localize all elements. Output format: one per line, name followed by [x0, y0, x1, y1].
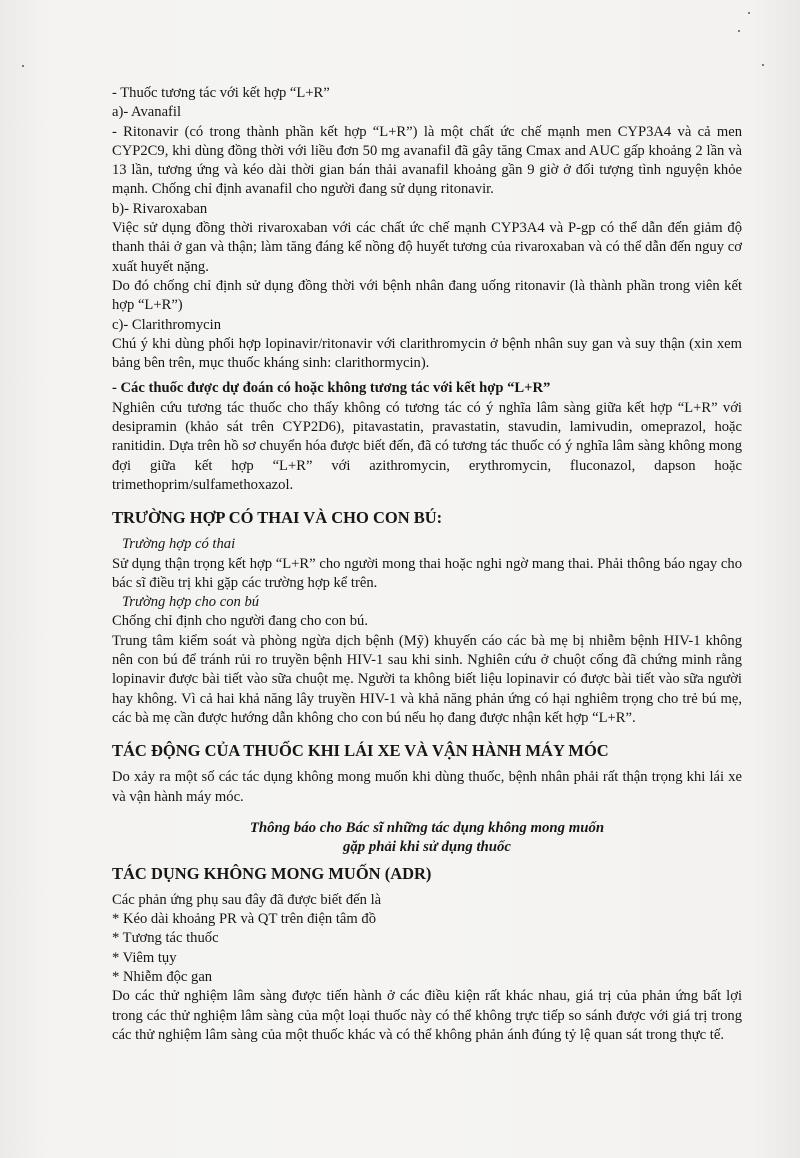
subheading-rivaroxaban: b)- Rivaroxaban: [112, 200, 208, 217]
scan-speck: [22, 65, 24, 67]
section-heading-interactions: - Thuốc tương tác với kết hợp “L+R”: [112, 85, 330, 101]
paragraph-breastfeeding-contra: Chống chỉ định cho người đang cho con bú.: [112, 613, 368, 630]
paragraph-breastfeeding: Trung tâm kiểm soát và phòng ngừa dịch bệnh (Mỹ) khuyến cáo các bà mẹ bị nhiễm bệnh HIV-1 không nên con bú để tránh rủi ro truyền bệnh HIV-1 sau khi sinh. Nghiên cứu ở chuột cống đã chứng minh rằng lopinavir được bài tiết vào sữa chuột mẹ. Người ta không biết liệu lopinavir có được bài tiết vào sữa người hay không. Vì cả hai khả năng lây truyền HIV-1 và khả năng phản ứng có hại nghiêm trọng cho trẻ bú mẹ, các bà mẹ cần được hướng dẫn không cho con bú nếu họ đang được nhận kết hợp “L+R”.: [112, 632, 742, 726]
paragraph-clarithromycin: Chú ý khi dùng phối hợp lopinavir/ritonavir với clarithromycin ở bệnh nhân suy gan và suy thận (xin xem bảng bên trên, mục thuốc kháng sinh: clarithormycin).: [112, 335, 742, 372]
paragraph-rivaroxaban-2: Do đó chống chỉ định sử dụng đồng thời với bệnh nhân đang uống ritonavir (là thành phần trong viên kết hợp “L+R”): [112, 277, 742, 314]
paragraph-adr-intro: Các phản ứng phụ sau đây đã được biết đến là: [112, 891, 382, 908]
paragraph-avanafil: - Ritonavir (có trong thành phần kết hợp “L+R”) là một chất ức chế mạnh men CYP3A4 và cả men CYP2C9, khi dùng đồng thời với liều đơn 50 mg avanafil đã gây tăng Cmax and AUC gấp khoảng 2 lần và 13 lần, tương ứng và kéo dài thời gian bán thải avanafil khoảng gần 9 giờ ở đối tượng tình nguyện khỏe mạnh. Chống chỉ định avanafil cho người đang sử dụng ritonavir.: [112, 123, 742, 198]
section-heading-driving: TÁC ĐỘNG CỦA THUỐC KHI LÁI XE VÀ VẬN HÀNH MÁY MÓC: [112, 741, 609, 761]
scan-speck: [748, 12, 750, 14]
scan-speck: [762, 64, 764, 66]
paragraph-adr: Do các thử nghiệm lâm sàng được tiến hành ở các điều kiện rất khác nhau, giá trị của phản ứng bất lợi trong các thử nghiệm lâm sàng của một loại thuốc này có thể không trực tiếp so sánh được với giá trị trong các thử nghiệm lâm sàng của một thuốc khác và có thể không phản ánh đúng tỷ lệ quan sát trong thực tế.: [112, 988, 742, 1043]
subheading-breastfeeding: Trường hợp cho con bú: [122, 594, 260, 611]
paragraph-predicted: Nghiên cứu tương tác thuốc cho thấy không có tương tác có ý nghĩa lâm sàng giữa kết hợp “L+R” với desipramin (khảo sát trên CYP2D6), pitavastatin, pravastatin, stavudin, lamivudin, omeprazol, hoặc ranitidin. Dựa trên hồ sơ chuyển hóa được biết đến, đã có tương tác thuốc có ý nghĩa lâm sàng không mong đợi giữa kết hợp “L+R” với azithromycin, erythromycin, fluconazol, dapson hoặc trimethoprim/sulfamethoxazol.: [112, 399, 742, 493]
section-heading-predicted: - Các thuốc được dự đoán có hoặc không tương tác với kết hợp “L+R”: [112, 380, 551, 397]
adr-list-item: * Tương tác thuốc: [112, 930, 219, 947]
section-heading-adr: TÁC DỤNG KHÔNG MONG MUỐN (ADR): [112, 863, 432, 883]
paragraph-pregnancy: Sử dụng thận trọng kết hợp “L+R” cho người mong thai hoặc nghi ngờ mang thai. Phải thông báo ngay cho bác sĩ điều trị khi gặp các trường hợp kể trên.: [112, 555, 742, 591]
adr-list-item: * Nhiễm độc gan: [112, 968, 213, 985]
adr-list-item: * Kéo dài khoảng PR và QT trên điện tâm đồ: [112, 911, 376, 928]
subheading-clarithromycin: c)- Clarithromycin: [112, 316, 222, 333]
notice-line-2: gặp phải khi sử dụng thuốc: [343, 838, 511, 855]
subheading-pregnancy: Trường hợp có thai: [122, 536, 236, 553]
notice-line-1: Thông báo cho Bác sĩ những tác dụng không mong muốn: [249, 819, 605, 836]
paragraph-rivaroxaban-1: Việc sử dụng đồng thời rivaroxaban với các chất ức chế mạnh CYP3A4 và P-gp có thể dẫn đến giảm độ thanh thải ở gan và thận; làm tăng đáng kể nồng độ huyết tương của rivaroxaban và có thể dẫn đến nguy cơ xuất huyết nặng.: [112, 220, 742, 275]
scan-speck: [738, 30, 740, 32]
paragraph-driving: Do xảy ra một số các tác dụng không mong muốn khi dùng thuốc, bệnh nhân phải rất thận trọng khi lái xe và vận hành máy móc.: [112, 769, 742, 805]
subheading-avanafil: a)- Avanafil: [112, 104, 182, 121]
document-body: [112, 84, 742, 1045]
adr-list-item: * Viêm tụy: [112, 949, 177, 966]
section-heading-pregnancy: TRƯỜNG HỢP CÓ THAI VÀ CHO CON BÚ:: [112, 508, 443, 528]
